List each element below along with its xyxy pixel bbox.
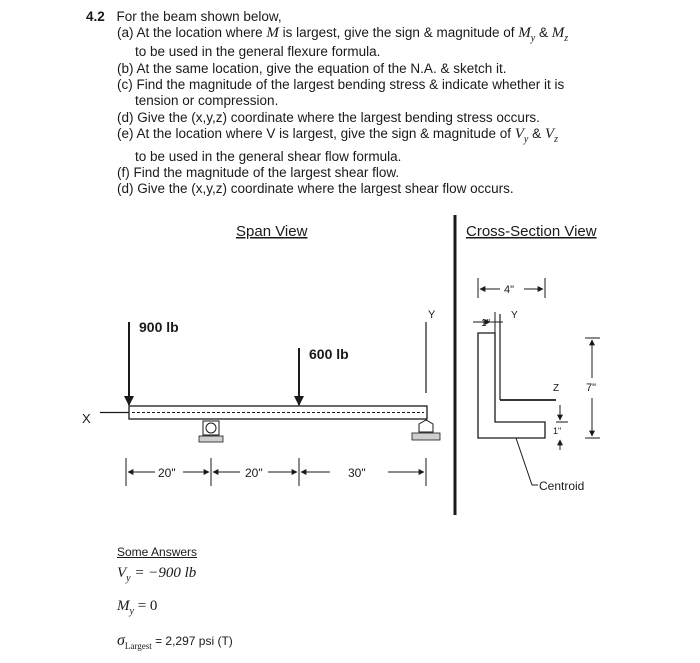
answer-vy <box>117 565 196 584</box>
y-axis-label: Y <box>428 309 436 321</box>
cs-y-label: Y <box>511 310 518 321</box>
centroid-leader <box>516 438 532 485</box>
thickness-label: 1" <box>553 426 562 436</box>
answers-title <box>117 545 197 559</box>
load-900-label: 900 lb <box>139 319 179 335</box>
question-d: (d) Give the (x,y,z) coordinate where the largest bending stress occurs. <box>117 110 540 125</box>
centroid-label: Centroid <box>539 479 585 493</box>
cs-z-label: Z <box>553 383 560 394</box>
vy-subscript: y <box>523 134 529 145</box>
mz-symbol: M <box>551 25 565 41</box>
flange-label: 1" <box>481 318 491 329</box>
dim-30: 30" <box>348 466 366 480</box>
x-axis-label: X <box>82 411 91 426</box>
question-d2: (d) Give the (x,y,z) coordinate where the largest shear flow occurs. <box>117 181 514 196</box>
cross-section-shape <box>478 333 545 438</box>
question-e-text: (e) At the location where V is largest, give the sign & magnitude of <box>117 126 511 141</box>
answer-sigma-value: = 2,297 psi (T) <box>155 634 233 648</box>
my-symbol: M <box>518 25 531 41</box>
mz-subscript: z <box>564 33 569 44</box>
question-a-text: (a) At the location where <box>117 25 263 40</box>
question-a-text-mid: is largest, give the sign & magnitude of <box>282 25 515 40</box>
height-label: 7" <box>586 382 597 394</box>
vz-symbol: V <box>544 126 555 142</box>
ampersand: & <box>532 126 542 141</box>
right-support <box>412 420 440 440</box>
pin-support <box>199 421 223 442</box>
dim-20-second: 20" <box>245 466 263 480</box>
my-subscript: y <box>530 33 536 44</box>
ampersand: & <box>539 25 549 40</box>
answer-my <box>117 598 157 617</box>
width-label: 4" <box>504 284 515 296</box>
question-c-line2: tension or compression. <box>135 93 279 108</box>
answer-sigma <box>117 632 233 651</box>
vy-symbol: V <box>514 126 524 142</box>
question-f: (f) Find the magnitude of the largest shear flow. <box>117 165 400 180</box>
load-600-label: 600 lb <box>309 346 349 362</box>
cross-section-title: Cross-Section View <box>466 223 597 240</box>
answer-vy-symbol: V <box>117 565 127 581</box>
problem-intro: For the beam shown below, <box>116 9 282 24</box>
dim-20-first: 20" <box>158 466 176 480</box>
answer-vy-value: = −900 lb <box>134 565 197 581</box>
answer-my-sub: y <box>129 606 134 617</box>
question-c-line1: (c) Find the magnitude of the largest bending stress & indicate whether it is <box>117 77 565 92</box>
question-b: (b) At the same location, give the equation of the N.A. & sketch it. <box>117 61 507 76</box>
span-view-title: Span View <box>236 223 308 240</box>
answers-title-text: Some Answers <box>117 545 198 559</box>
moment-symbol: M <box>266 25 279 41</box>
question-a-line2: to be used in the general flexure formula. <box>135 44 381 59</box>
vz-subscript: z <box>554 134 558 145</box>
answer-sigma-symbol: σ <box>117 632 125 649</box>
answer-my-symbol: M <box>117 598 130 614</box>
question-e-line2: to be used in the general shear flow formula. <box>135 149 402 164</box>
answer-my-value: = 0 <box>137 598 158 614</box>
answer-vy-sub: y <box>126 573 131 584</box>
problem-number: 4.2 <box>86 9 105 24</box>
answer-sigma-sub: Largest <box>124 641 152 651</box>
